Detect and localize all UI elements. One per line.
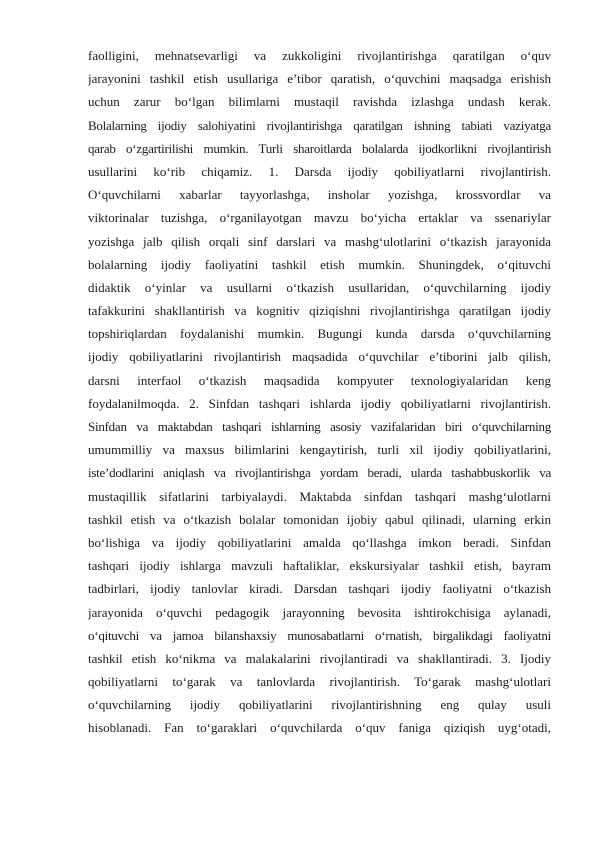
text-line-28: qobiliyatlarni to‘garak va tanlovlarda rivojlantirish. To‘garak mashg‘ulotlari xyxy=(88,674,551,690)
text-line-8: viktorinalar tuzishga, o‘rganilayotgan mavzu bo‘yicha ertaklar va ssenariylar xyxy=(88,210,551,226)
text-line-11: didaktik o‘yinlar va usullarni o‘tkazish usullaridan, o‘quvchilarning ijodiy xyxy=(88,279,551,295)
body-text xyxy=(88,44,551,740)
text-line-27: tashkil etish ko‘nikma va malakalarini rivojlantiradi va shakllantiradi. 3. Ijodiy xyxy=(88,650,551,666)
text-line-1: faolligini, mehnatsevarligi va zukkoligini rivojlantirishga qaratilgan o‘quv xyxy=(88,48,551,63)
text-line-22: bo‘lishiga va ijodiy qobiliyatlarini amalda qo‘llashga imkon beradi. Sinfdan xyxy=(88,534,551,550)
text-line-18: umummilliy va maxsus bilimlarini kengaytirish, turli xil ijodiy qobiliyatlarini, xyxy=(88,442,551,458)
text-line-24: tadbirlari, ijodiy tanlovlar kiradi. Darsdan tashqari ijodiy faoliyatni o‘tkazish xyxy=(88,581,551,597)
text-line-23: tashqari ijodiy ishlarga mavzuli haftaliklar, ekskursiyalar tashkil etish, bayram xyxy=(88,558,551,574)
text-line-5: qarab o‘zgartirilishi mumkin. Turli sharoitlarda bolalarda ijodkorlikni rivojlantirish xyxy=(88,140,551,156)
text-line-25: jarayonida o‘quvchi pedagogik jarayonning bevosita ishtirokchisiga aylanadi, xyxy=(88,604,551,620)
text-line-14: ijodiy qobiliyatlarini rivojlantirish maqsadida o‘quvchilar e’tiborini jalb qilish, xyxy=(88,349,551,365)
text-line-21: tashkil etish va o‘tkazish bolalar tomonidan ijobiy qabul qilinadi, ularning erkin xyxy=(88,511,551,527)
text-line-19: iste’dodlarini aniqlash va rivojlantirishga yordam beradi, ularda tashabbuskorlik va xyxy=(88,465,551,481)
text-line-4: Bolalarning ijodiy salohiyatini rivojlantirishga qaratilgan ishning tabiati vaziyatga xyxy=(88,117,551,133)
text-line-16: foydalanilmoqda. 2. Sinfdan tashqari ishlarda ijodiy qobiliyatlarni rivojlantirish. xyxy=(88,395,551,411)
text-line-13: topshiriqlardan foydalanishi mumkin. Bugungi kunda darsda o‘quvchilarning xyxy=(88,326,551,342)
text-line-7: O‘quvchilarni xabarlar tayyorlashga, insholar yozishga, krossvordlar va xyxy=(88,187,551,203)
text-line-3: uchun zarur bo‘lgan bilimlarni mustaqil ravishda izlashga undash kerak. xyxy=(88,94,551,110)
text-line-15: darsni interfaol o‘tkazish maqsadida kompyuter texnologiyalaridan keng xyxy=(88,372,551,388)
text-line-29: o‘quvchilarning ijodiy qobiliyatlarini rivojlantirishning eng qulay usuli xyxy=(88,697,551,713)
text-line-10: bolalarning ijodiy faoliyatini tashkil etish mumkin. Shuningdek, o‘qituvchi xyxy=(88,256,551,272)
text-line-20: mustaqillik sifatlarini tarbiyalaydi. Maktabda sinfdan tashqari mashg‘ulotlarni xyxy=(88,488,551,504)
text-line-30: hisoblanadi. Fan to‘garaklari o‘quvchilarda o‘quv faniga qiziqish uyg‘otadi, xyxy=(88,720,551,736)
text-line-2: jarayonini tashkil etish usullariga e’tibor qaratish, o‘quvchini maqsadga erishish xyxy=(88,71,551,87)
text-line-12: tafakkurini shakllantirish va kognitiv qiziqishni rivojlantirishga qaratilgan ijodiy xyxy=(88,303,551,319)
text-line-6: usullarini ko‘rib chiqamiz. 1. Darsda ijodiy qobiliyatlarni rivojlantirish. xyxy=(88,163,551,179)
text-line-9: yozishga jalb qilish orqali sinf darslari va mashg‘ulotlarini o‘tkazish jarayonida xyxy=(88,233,551,249)
text-line-26: o‘qituvchi va jamoa bilanshaxsiy munosabatlarni o‘rnatish, birgalikdagi faoliyatni xyxy=(88,627,551,643)
text-line-17: Sinfdan va maktabdan tashqari ishlarning asosiy vazifalaridan biri o‘quvchilarning xyxy=(88,419,551,434)
